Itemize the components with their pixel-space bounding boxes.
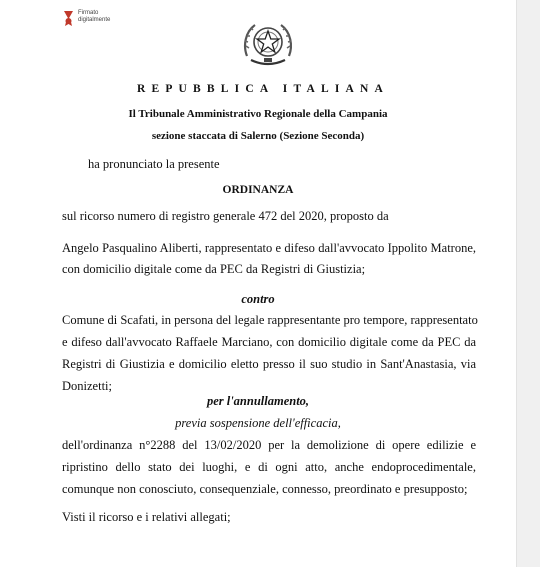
document-type: ORDINANZA (222, 184, 294, 196)
republic-heading: REPUBBLICA ITALIANA (136, 83, 390, 95)
stamp-label: Firmato digitalmente (78, 10, 111, 23)
ordinanza-line-1: dell'ordinanza n°2288 del 13/02/2020 per la demolizione di opere edilizie e (62, 438, 476, 452)
resistente-line-1: Comune di Scafati, in persona del legale rappresentante pro tempore, rappresentato (62, 313, 478, 327)
section-name: sezione staccata di Salerno (Sezione Seconda) (151, 130, 365, 142)
resistente-line-3: Registri di Giustizia e domicilio eletto presso il suo studio in Sant'Anastasia, via (62, 357, 476, 371)
tribunal-name: Il Tribunale Amministrativo Regionale della Campania (128, 108, 388, 120)
annullamento-heading: per l'annullamento, (206, 394, 310, 408)
visti-line: Visti il ricorso e i relativi allegati; (62, 510, 231, 524)
previa-sospensione: previa sospensione dell'efficacia, (175, 416, 341, 430)
digital-signature-icon (62, 10, 75, 26)
digital-signature-stamp (62, 10, 110, 26)
ricorso-line: sul ricorso numero di registro generale 472 del 2020, proposto da (62, 209, 389, 223)
italian-republic-emblem-icon (241, 18, 295, 70)
contro-heading: contro (241, 292, 275, 306)
ricorrente-line-2: con domicilio digitale come da PEC da Registri di Giustizia; (62, 262, 366, 276)
resistente-line-4: Donizetti; (62, 379, 112, 393)
ricorrente-line-1: Angelo Pasqualino Aliberti, rappresentato e difeso dall'avvocato Ippolito Matrone, (62, 241, 476, 255)
ordinanza-line-2: ripristino dello stato dei luoghi, e di ogni atto, anche endoprocedimentale, (62, 460, 476, 474)
viewer-background (517, 0, 540, 567)
resistente-line-2: e difeso dall'avvocato Raffaele Marciano, con domicilio digitale come da PEC da (62, 335, 476, 349)
ordinanza-line-3: comunque non conosciuto, consequenziale, connesso, preordinato e presupposto; (62, 482, 468, 496)
pronunciato-text: ha pronunciato la presente (88, 157, 220, 171)
